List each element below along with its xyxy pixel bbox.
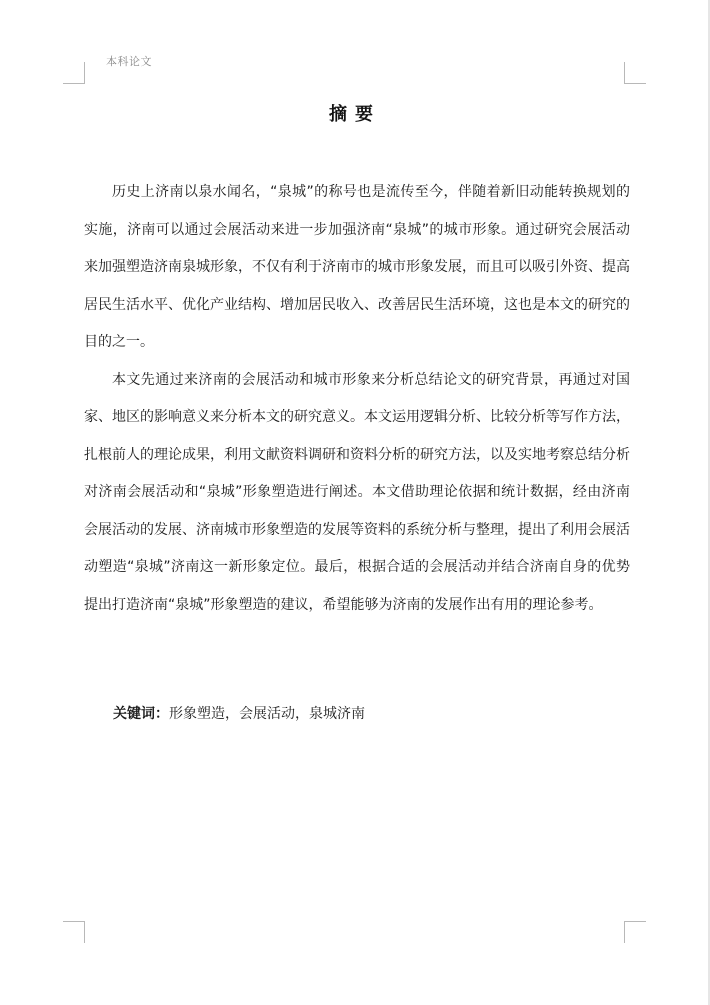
margin-mark-top-right — [624, 62, 646, 84]
margin-mark-bottom-right — [624, 921, 646, 943]
abstract-paragraph-1: 历史上济南以泉水闻名，“泉城”的称号也是流传至今，伴随着新旧动能转换规划的实施，济南可以通过会展活动来进一步加强济南“泉城”的城市形象。通过研究会展活动来加强塑造济南泉城形象，不仅有利于济南市的城市形象发展，而且可以吸引外资、提高居民生活水平、优化产业结构、增加居民收入、改善居民生活环境，这也是本文的研究的目的之一。 — [84, 184, 630, 350]
keywords-line — [113, 700, 365, 728]
page-header: 本科论文 — [106, 55, 152, 68]
keywords-label: 关键词： — [113, 706, 169, 722]
keywords-value: 形象塑造，会展活动，泉城济南 — [169, 706, 365, 722]
abstract-paragraph-2: 本文先通过来济南的会展活动和城市形象来分析总结论文的研究背景，再通过对国家、地区的影响意义来分析本文的研究意义。本文运用逻辑分析、比较分析等写作方法，扎根前人的理论成果，利用文献资料调研和资料分析的研究方法，以及实地考察总结分析对济南会展活动和“泉城”形象塑造进行阐述。本文借助理论依据和统计数据，经由济南会展活动的发展、济南城市形象塑造的发展等资料的系统分析与整理，提出了利用会展活动塑造“泉城”济南这一新形象定位。最后，根据合适的会展活动并结合济南自身的优势提出打造济南“泉城”形象塑造的建议，希望能够为济南的发展作出有用的理论参考。 — [84, 371, 630, 613]
abstract-body — [84, 174, 630, 624]
page-title: 摘要 — [329, 104, 381, 125]
margin-mark-bottom-left — [63, 921, 85, 943]
margin-mark-top-left — [63, 62, 85, 84]
